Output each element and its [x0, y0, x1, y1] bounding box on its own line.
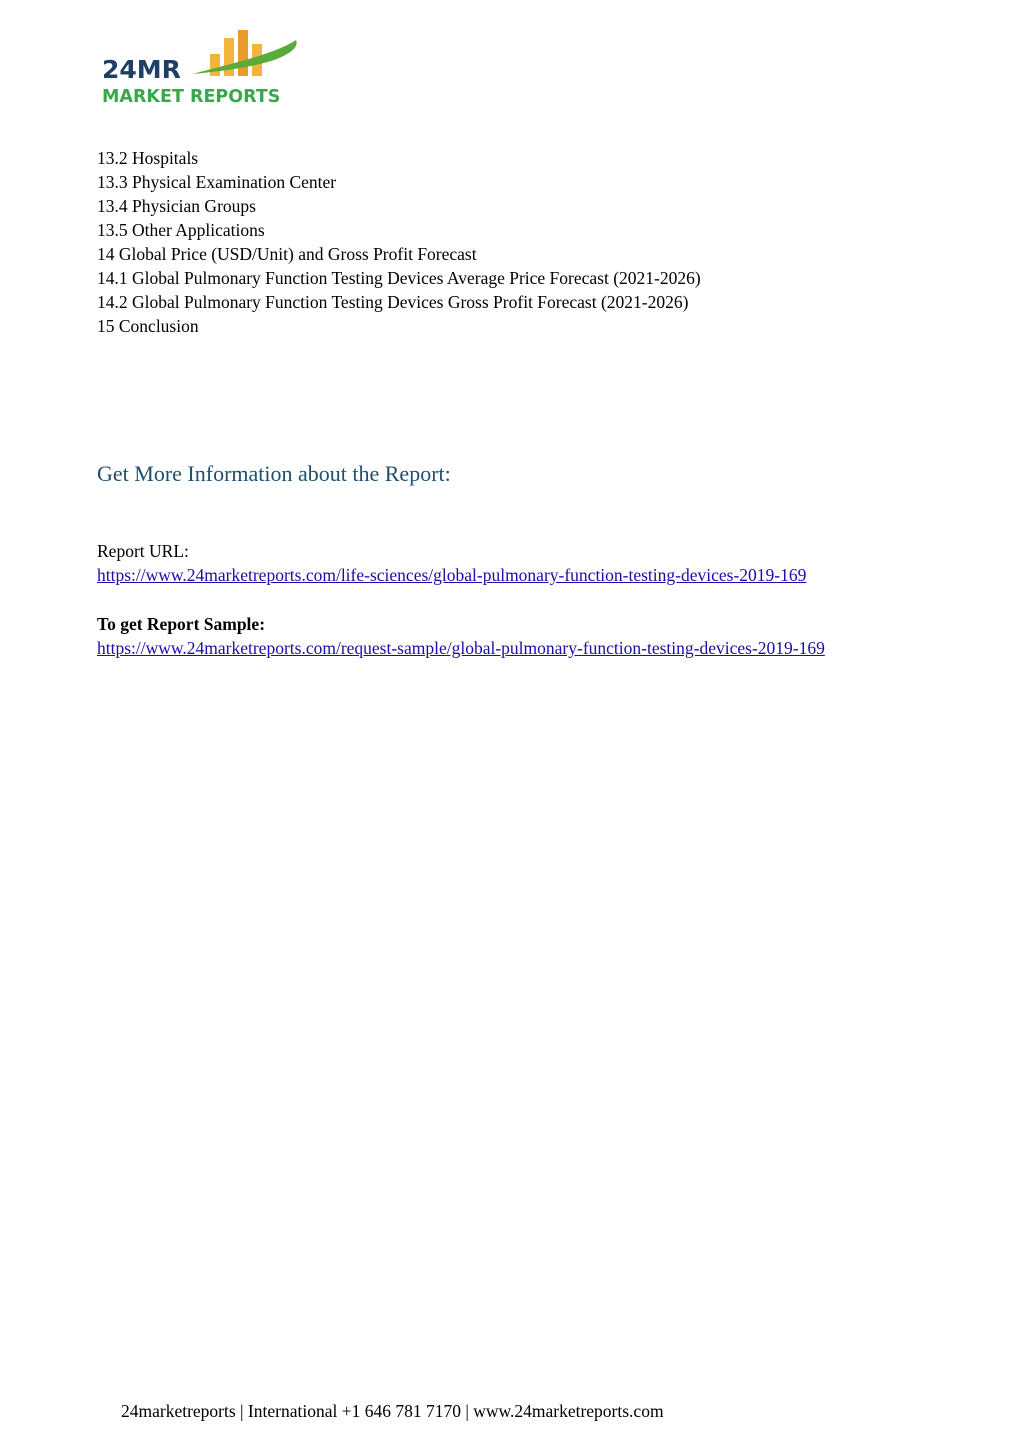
toc-item: 13.4 Physician Groups	[97, 196, 256, 216]
toc-item: 13.3 Physical Examination Center	[97, 172, 337, 192]
toc-item: 15 Conclusion	[97, 316, 199, 336]
report-sample-block	[97, 612, 825, 660]
report-sample-link[interactable]: https://www.24marketreports.com/request-sample/global-pulmonary-function-testing-devices-2019-169	[97, 638, 825, 658]
report-sample-label: To get Report Sample:	[97, 614, 266, 634]
report-url-link[interactable]: https://www.24marketreports.com/life-sciences/global-pulmonary-function-testing-devices-2019-169	[97, 565, 807, 585]
report-url-label: Report URL:	[97, 541, 189, 561]
toc-item: 13.2 Hospitals	[97, 148, 199, 168]
logo-bar-3	[238, 30, 248, 76]
logo-bar-1	[210, 54, 220, 76]
report-url-block	[97, 539, 806, 587]
logo-brand-top: 24MR	[102, 55, 181, 84]
toc-item: 13.5 Other Applications	[97, 220, 265, 240]
more-info-heading: Get More Information about the Report:	[97, 461, 451, 486]
page-footer: 24marketreports | International +1 646 781 7170 | www.24marketreports.com	[121, 1401, 664, 1421]
logo-brand-bottom: MARKET REPORTS	[102, 87, 281, 107]
table-of-contents	[97, 146, 701, 338]
toc-item: 14 Global Price (USD/Unit) and Gross Profit Forecast	[97, 244, 477, 264]
toc-item: 14.2 Global Pulmonary Function Testing Devices Gross Profit Forecast (2021-2026)	[97, 292, 689, 312]
toc-item: 14.1 Global Pulmonary Function Testing Devices Average Price Forecast (2021-2026)	[97, 268, 701, 288]
company-logo	[100, 28, 306, 108]
